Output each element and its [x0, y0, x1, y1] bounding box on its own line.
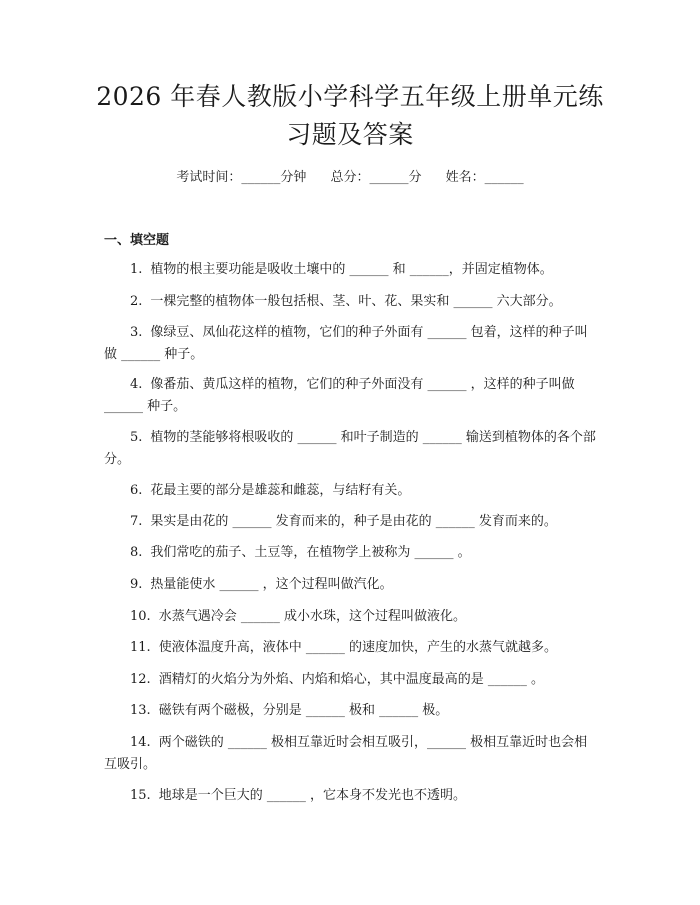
- title-line-1: 2026 年春人教版小学科学五年级上册单元练: [96, 82, 604, 111]
- question-text: 磁铁有两个磁极，分别是 ______ 极和 ______ 极。: [158, 703, 449, 718]
- question-text: 我们常吃的茄子、土豆等，在植物学上被称为 ______ 。: [150, 545, 471, 560]
- question-10: [104, 606, 600, 628]
- question-2: [104, 291, 600, 313]
- question-15: [104, 785, 600, 807]
- exam-score: 总分：______分: [330, 170, 422, 185]
- question-8: [104, 542, 600, 564]
- question-13: [104, 700, 600, 722]
- question-text: 果实是由花的 ______ 发育而来的，种子是由花的 ______ 发育而来的。: [150, 514, 557, 529]
- question-9: [104, 574, 600, 596]
- student-name: 姓名：______: [445, 170, 524, 185]
- question-number: 6.: [130, 483, 143, 498]
- question-number: 12.: [130, 672, 151, 687]
- question-text: 酒精灯的火焰分为外焰、内焰和焰心，其中温度最高的是 ______ 。: [158, 672, 544, 687]
- title-line-2: 习题及答案: [286, 120, 414, 149]
- question-number: 8.: [130, 545, 143, 560]
- question-text: 像绿豆、凤仙花这样的植物，它们的种子外面有 ______ 包着，这样的种子叫做 ______ 种子。: [104, 325, 588, 362]
- question-number: 13.: [130, 703, 151, 718]
- question-12: [104, 669, 600, 691]
- question-number: 9.: [130, 577, 143, 592]
- question-text: 使液体温度升高，液体中 ______ 的速度加快，产生的水蒸气就越多。: [158, 640, 557, 655]
- question-number: 15.: [130, 788, 151, 803]
- question-number: 5.: [130, 430, 143, 445]
- question-number: 10.: [130, 609, 151, 624]
- question-number: 1.: [130, 262, 143, 277]
- question-1: [104, 259, 600, 281]
- question-text: 热量能使水 ______ ，这个过程叫做汽化。: [150, 577, 393, 592]
- question-number: 2.: [130, 294, 143, 309]
- question-text: 地球是一个巨大的 ______ ，它本身不发光也不透明。: [158, 788, 466, 803]
- section-title: 一、填空题: [104, 233, 170, 248]
- exam-info: [0, 168, 700, 188]
- question-text: 一棵完整的植物体一般包括根、茎、叶、花、果实和 ______ 六大部分。: [150, 294, 562, 309]
- question-text: 花最主要的部分是雄蕊和雌蕊，与结籽有关。: [150, 483, 411, 498]
- exam-time: 考试时间：______分钟: [176, 170, 307, 185]
- question-number: 7.: [130, 514, 143, 529]
- question-text: 像番茄、黄瓜这样的植物，它们的种子外面没有 ______ ，这样的种子叫做 ______ 种子。: [104, 377, 575, 414]
- question-14: [104, 732, 600, 776]
- question-text: 两个磁铁的 ______ 极相互靠近时会相互吸引，______ 极相互靠近时也会相互吸引。: [104, 735, 588, 772]
- question-7: [104, 511, 600, 533]
- question-4: [104, 374, 600, 418]
- question-number: 4.: [130, 377, 143, 392]
- document-title: [0, 78, 700, 154]
- question-text: 植物的茎能够将根吸收的 ______ 和叶子制造的 ______ 输送到植物体的各个部分。: [104, 430, 596, 467]
- question-text: 水蒸气遇冷会 ______ 成小水珠，这个过程叫做液化。: [158, 609, 466, 624]
- question-text: 植物的根主要功能是吸收土壤中的 ______ 和 ______，并固定植物体。: [150, 262, 553, 277]
- question-5: [104, 427, 600, 471]
- question-3: [104, 322, 600, 366]
- question-6: [104, 480, 600, 502]
- question-number: 11.: [130, 640, 151, 655]
- question-11: [104, 637, 600, 659]
- question-number: 14.: [130, 735, 151, 750]
- question-number: 3.: [130, 325, 143, 340]
